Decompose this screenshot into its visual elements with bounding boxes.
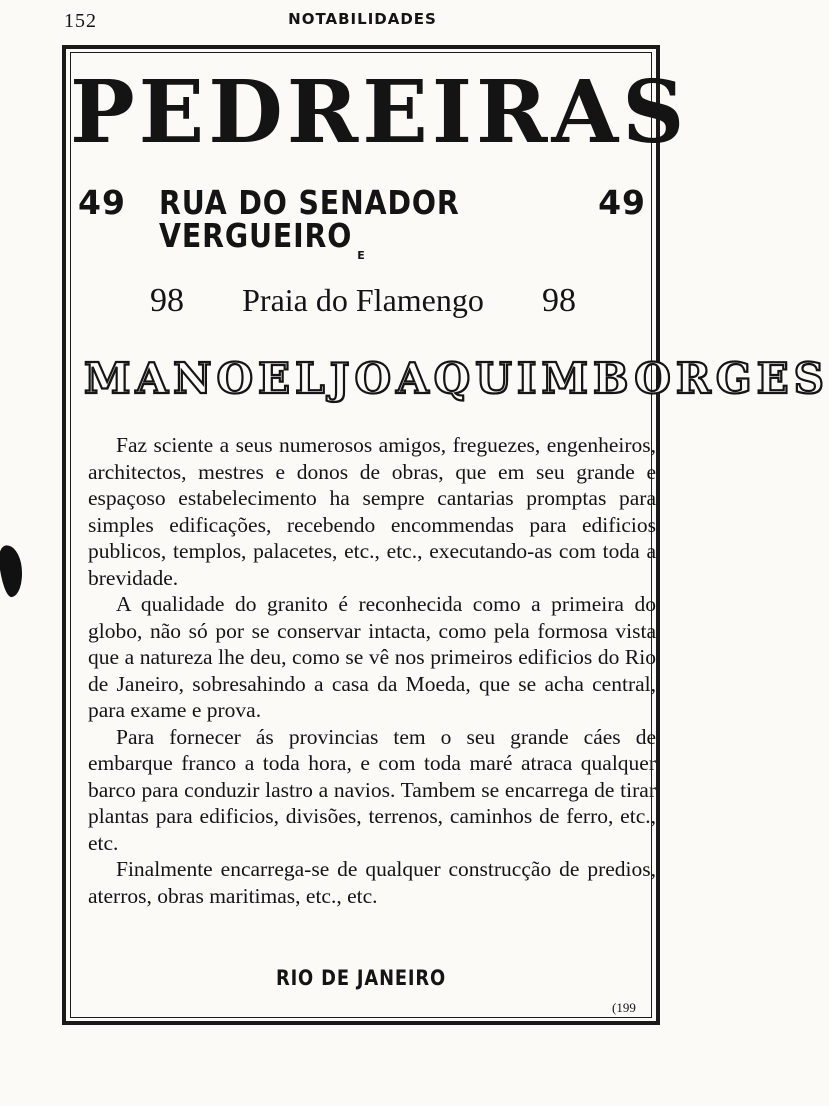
place-number-right: 98 <box>541 282 576 319</box>
body-paragraph: Finalmente encarrega-se de qualquer construcção de predios, aterros, obras maritimas, etc., etc. <box>88 857 656 908</box>
proprietor-middle-name: JOAQUIM <box>329 354 594 403</box>
street-name: RUA DO SENADOR VERGUEIRO <box>158 183 460 255</box>
advert-closing-location: RIO DE JANEIRO <box>275 966 447 990</box>
page-number: 152 <box>64 10 97 32</box>
proprietor-last-name: BORGES <box>593 354 829 403</box>
proprietor-first-name: MANOEL <box>84 354 330 403</box>
primary-address <box>78 183 646 255</box>
body-paragraph: A qualidade do granito é reconhecida como a primeira do globo, não só por se conservar intacta, como pela formosa vista que a natureza lhe deu, como se vê nos primeiros edificios do Rio de Janeiro, sobresahindo a casa da Moeda, que se acha central, para exame e prova. <box>88 592 656 722</box>
street-number-left: 49 <box>78 183 126 222</box>
body-paragraph: Para fornecer ás provincias tem o seu grande cáes de embarque franco a toda hora, e com toda maré atraca qualquer barco para conduzir lastro a navios. Tambem se encarrega de tirar plantas para edificios, divisões, terrenos, caminhos de ferro, etc., etc. <box>88 724 656 855</box>
place-name: Praia do Flamengo <box>242 282 484 318</box>
street-number-right: 49 <box>598 183 646 222</box>
proprietor-name <box>84 354 829 403</box>
address-conjunction: E <box>357 249 365 262</box>
place-number-left: 98 <box>150 282 184 319</box>
advert-body <box>88 432 656 909</box>
running-head: NOTABILIDADES <box>288 10 437 28</box>
ink-blot <box>0 544 25 598</box>
secondary-address <box>150 284 576 318</box>
advert-reference-number: (199 <box>612 1000 636 1015</box>
advert-title: PEDREIRAS <box>70 62 689 163</box>
body-paragraph: Faz sciente a seus numerosos amigos, freguezes, engenheiros, architectos, mestres e donos de obras, que em seu grande e espaçoso estabelecimento ha sempre cantarias promptas para simples edificações, recebendo encommendas para edificios publicos, templos, palacetes, etc., etc., executando-as com toda a brevidade. <box>88 433 656 590</box>
